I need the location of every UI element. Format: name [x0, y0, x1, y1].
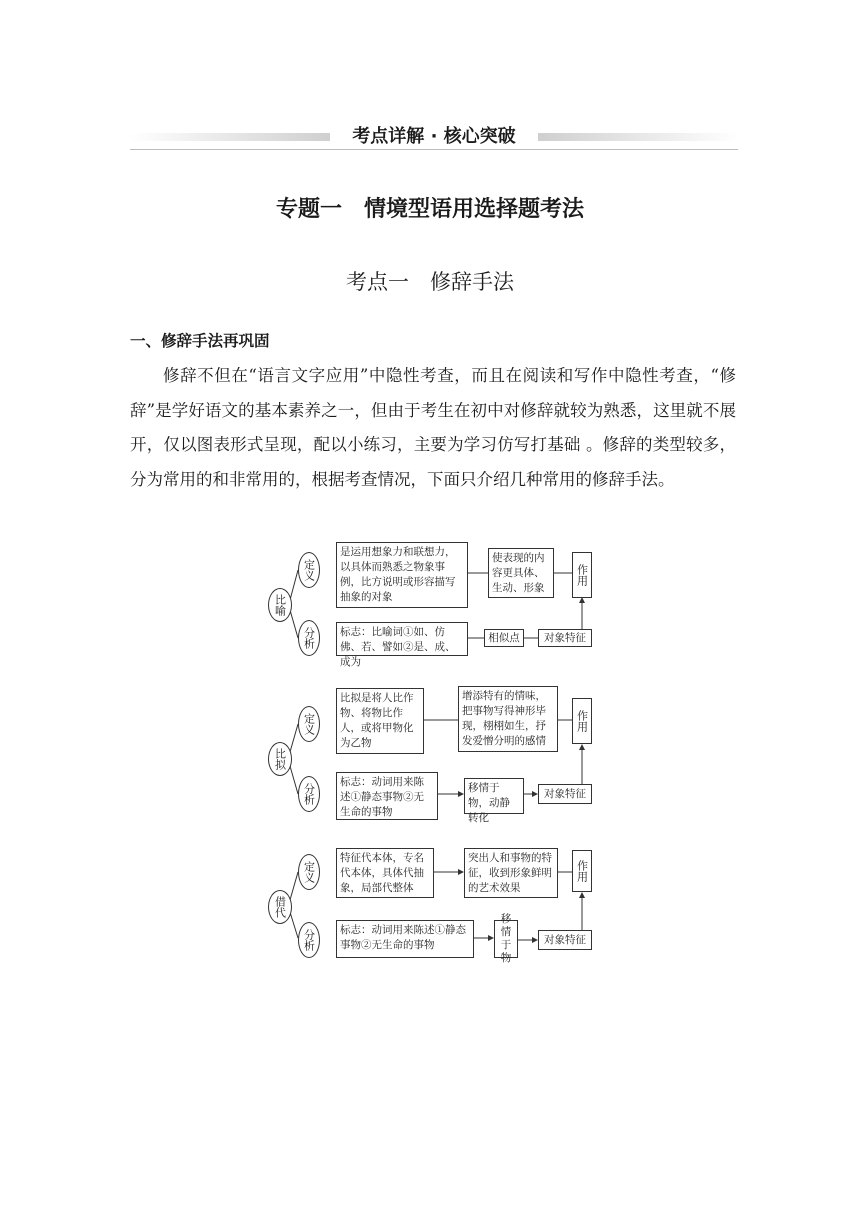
- definition-box: 是运用想象力和联想力，以具体而熟悉之物象事例，比方说明或形容描写抽象的对象: [336, 542, 468, 608]
- section-heading: 一、修辞手法再巩固: [130, 332, 270, 350]
- banner-label: 考点详解 · 核心突破: [342, 126, 525, 147]
- definition-box: 比拟是将人比作物、将物比作人，或将甲物化为乙物: [336, 688, 424, 754]
- definition-oval: 定义: [298, 706, 320, 742]
- role-box: 作用: [572, 552, 592, 598]
- root-oval: 比拟: [268, 742, 292, 776]
- definition-oval: 定义: [298, 854, 320, 890]
- page-subtitle: 考点一 修辞手法: [346, 270, 514, 294]
- section-banner: [130, 122, 738, 154]
- page-title: 专题一 情境型语用选择题考法: [275, 197, 584, 222]
- definition-oval: 定义: [298, 552, 320, 588]
- mid-box: 移情于物，动静转化: [464, 778, 524, 814]
- feature-box: 对象特征: [538, 784, 592, 804]
- mid-box: 移情于物: [494, 920, 518, 958]
- banner-rule: [130, 149, 738, 150]
- mid-box: 相似点: [484, 629, 524, 647]
- analysis-oval: 分析: [298, 922, 320, 958]
- root-oval: 比喻: [268, 588, 292, 622]
- role-box: 作用: [572, 698, 592, 744]
- role-box: 作用: [572, 850, 592, 892]
- effect-box: 突出人和事物的特征，收到形象鲜明的艺术效果: [464, 848, 558, 898]
- diagram-personification: [262, 684, 602, 822]
- analysis-oval: 分析: [298, 776, 320, 812]
- effect-box: 增添特有的情味，把事物写得神形毕现，栩栩如生，抒发爱憎分明的感情: [458, 686, 558, 752]
- analysis-oval: 分析: [298, 620, 320, 656]
- marker-box: 标志：动词用来陈述①静态事物②无生命的事物: [336, 772, 438, 820]
- diagram-metonymy: [262, 846, 602, 962]
- definition-box: 特征代本体，专名代本体，具体代抽象，局部代整体: [336, 848, 434, 898]
- effect-box: 使表现的内容更具体、生动、形象: [488, 548, 554, 598]
- marker-box: 标志：比喻词①如、仿佛、若、譬如②是、成、成为: [336, 622, 468, 656]
- feature-box: 对象特征: [538, 629, 592, 647]
- intro-paragraph: 修辞不但在“语言文字应用”中隐性考查，而且在阅读和写作中隐性考查，“修辞”是学好语文的基本素养之一，但由于考生在初中对修辞就较为熟悉，这里就不展开，仅以图表形式呈现，配以小练习，主要为学习仿写打基础 。修辞的类型较多，分为常用的和非常用的，根据考查情况，下面只介绍几种常用的修辞手法。: [130, 366, 736, 489]
- feature-box: 对象特征: [538, 930, 592, 950]
- diagram-metaphor: [262, 538, 602, 668]
- root-oval: 借代: [268, 890, 292, 924]
- marker-box: 标志：动词用来陈述①静态事物②无生命的事物: [336, 920, 474, 958]
